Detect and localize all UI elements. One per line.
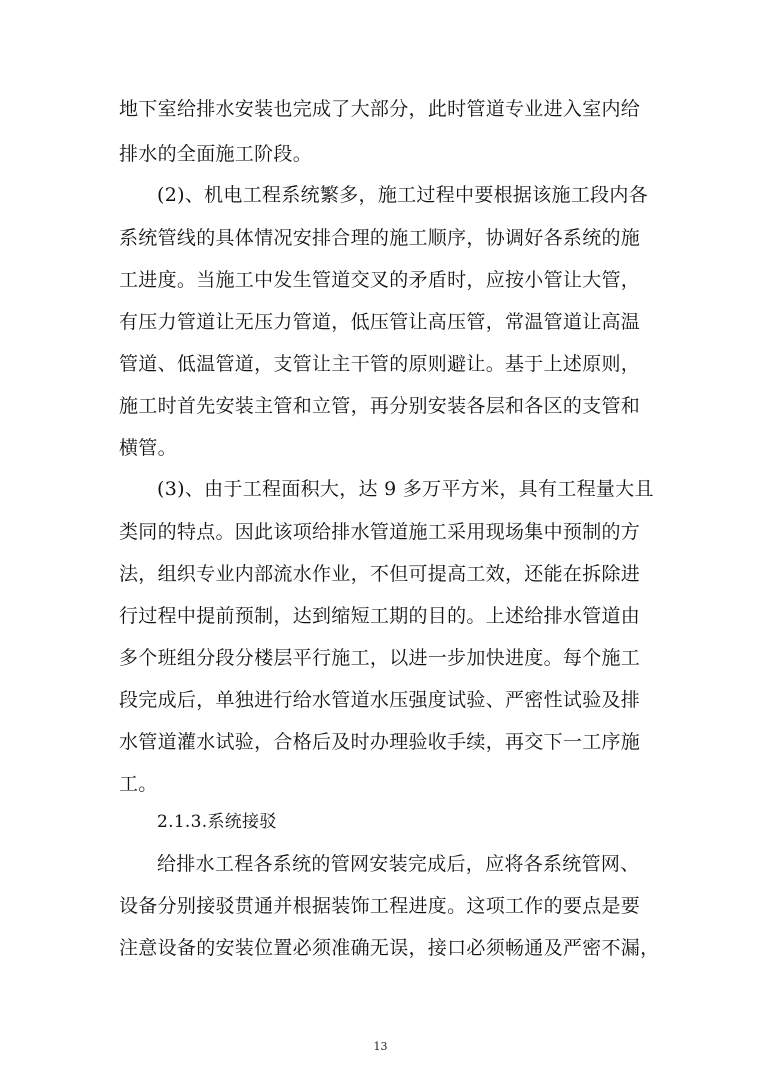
text-line: 系统管线的具体情况安排合理的施工顺序，协调好各系统的施 (119, 227, 641, 249)
text-line: 水管道灌水试验，合格后及时办理验收手续，再交下一工序施 (119, 731, 641, 753)
text-line: 给排水工程各系统的管网安装完成后，应将各系统管网、 (157, 853, 640, 875)
text-line: 注意设备的安装位置必须准确无误，接口必须畅通及严密不漏， (119, 937, 660, 959)
section-heading: 2.1.3.系统接驳 (157, 812, 277, 832)
text-line: 横管。 (119, 437, 177, 459)
text-line: 施工时首先安装主管和立管，再分别安装各层和各区的支管和 (119, 395, 641, 417)
text-line: 段完成后，单独进行给水管道水压强度试验、严密性试验及排 (119, 689, 641, 711)
text-line: 设备分别接驳贯通并根据装饰工程进度。这项工作的要点是要 (119, 895, 641, 917)
page-number: 13 (373, 1040, 388, 1053)
text-line: 类同的特点。因此该项给排水管道施工采用现场集中预制的方 (119, 521, 641, 543)
text-line: 行过程中提前预制，达到缩短工期的目的。上述给排水管道由 (119, 605, 641, 627)
text-line: (3)、由于工程面积大，达 9 多万平方米，具有工程量大且 (157, 478, 654, 500)
text-line: 有压力管道让无压力管道，低压管让高压管，常温管道让高温 (119, 311, 641, 333)
text-line: 地下室给排水安装也完成了大部分，此时管道专业进入室内给 (119, 98, 641, 120)
text-line: 法，组织专业内部流水作业，不但可提高工效，还能在拆除进 (119, 563, 641, 585)
text-line: 管道、低温管道，支管让主干管的原则避让。基于上述原则， (119, 353, 641, 375)
text-line: 排水的全面施工阶段。 (119, 143, 313, 165)
text-line: (2)、机电工程系统繁多，施工过程中要根据该施工段内各 (157, 184, 649, 206)
text-line: 工进度。当施工中发生管道交叉的矛盾时，应按小管让大管， (119, 269, 641, 291)
text-line: 工。 (119, 773, 158, 795)
text-line: 多个班组分段分楼层平行施工，以进一步加快进度。每个施工 (119, 647, 641, 669)
